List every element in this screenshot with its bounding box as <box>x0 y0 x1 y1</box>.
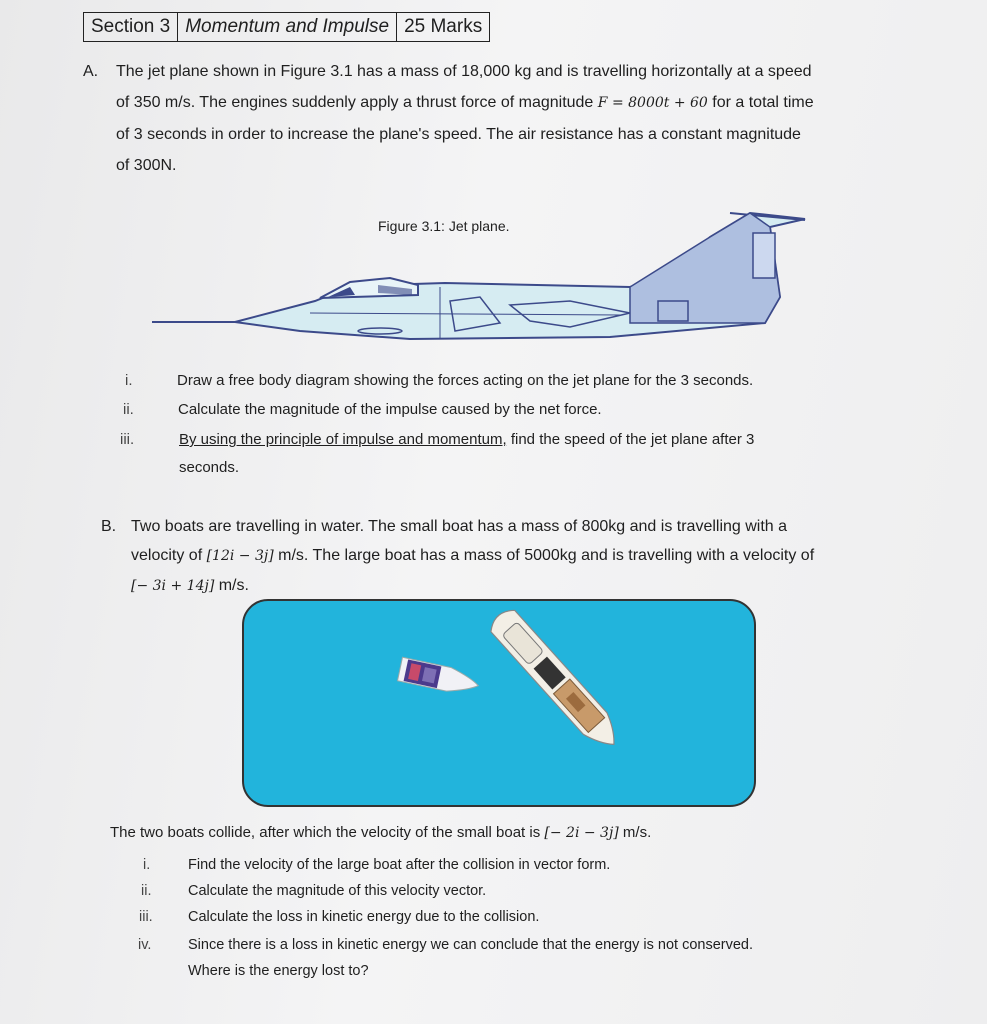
part-b-line-1: Two boats are travelling in water. The small boat has a mass of 800kg and is travelling with a <box>131 518 788 535</box>
part-a-question-3-cont: seconds. <box>179 459 240 476</box>
question-text: find the speed of the jet plane after 3 <box>506 431 755 448</box>
question-number: i. <box>125 372 133 389</box>
question-number: iv. <box>138 937 152 953</box>
part-b-line-2: velocity of [12i − 3j] m/s. The large boat has a mass of 5000kg and is travelling with a velocity of <box>131 547 815 564</box>
part-b-text <box>101 512 881 601</box>
section-topic: Momentum and Impulse <box>178 13 397 41</box>
collision-statement: The two boats collide, after which the velocity of the small boat is [− 2i − 3j] m/s. <box>110 824 652 841</box>
part-a-line-3: of 3 seconds in order to increase the plane's speed. The air resistance has a constant magnitude <box>116 126 801 143</box>
part-a-text <box>83 56 903 181</box>
part-b-question-4-cont: Where is the energy lost to? <box>188 963 369 979</box>
large-boat <box>486 605 626 755</box>
part-b-letter: B. <box>101 518 117 535</box>
part-a-letter: A. <box>83 63 99 80</box>
part-a-line-4: of 300N. <box>116 157 177 174</box>
jet-plane-illustration <box>150 205 815 350</box>
question-number: iii. <box>120 431 135 448</box>
question-text: Calculate the magnitude of this velocity vector. <box>188 883 487 899</box>
section-number: Section 3 <box>84 13 178 41</box>
question-number: i. <box>143 857 151 873</box>
question-number: iii. <box>139 909 153 925</box>
figure-caption: Figure 3.1: Jet plane. <box>378 218 510 234</box>
section-marks: 25 Marks <box>404 16 483 37</box>
question-text: Calculate the loss in kinetic energy due to the collision. <box>188 909 540 925</box>
part-a-line-1: The jet plane shown in Figure 3.1 has a mass of 18,000 kg and is travelling horizontally at a speed <box>116 63 812 80</box>
boats-illustration <box>242 599 756 807</box>
question-text: Calculate the magnitude of the impulse caused by the net force. <box>178 401 602 418</box>
small-boat <box>398 657 481 697</box>
question-number: ii. <box>141 883 152 899</box>
small-boat-velocity: [12i − 3j] <box>206 548 274 564</box>
question-text: Find the velocity of the large boat after the collision in vector form. <box>188 857 611 873</box>
question-number: ii. <box>123 401 134 418</box>
small-boat-final-velocity: [− 2i − 3j] <box>544 825 619 841</box>
part-b-line-3: [− 3i + 14j] m/s. <box>131 577 249 594</box>
thrust-formula: F = 8000t + 60 <box>597 95 708 111</box>
part-a-line-2: of 350 m/s. The engines suddenly apply a thrust force of magnitude F = 8000t + 60 for a total time <box>116 94 814 111</box>
question-text: Draw a free body diagram showing the forces acting on the jet plane for the 3 seconds. <box>177 372 754 389</box>
question-text-underlined: By using the principle of impulse and momentum, <box>179 431 507 448</box>
section-header <box>83 12 490 42</box>
question-text: Since there is a loss in kinetic energy we can conclude that the energy is not conserved. <box>188 937 754 953</box>
large-boat-velocity: [− 3i + 14j] <box>131 578 215 594</box>
